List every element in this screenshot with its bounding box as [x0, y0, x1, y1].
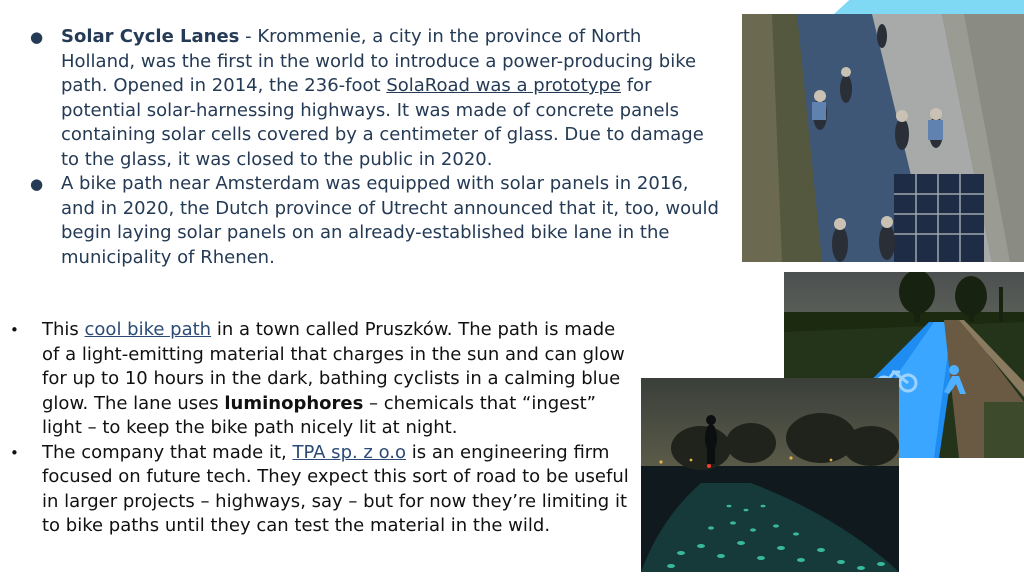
bullet: ●: [30, 28, 44, 46]
glowing-path-list: [10, 318, 635, 539]
item-title: Solar Cycle Lanes: [61, 26, 240, 47]
solar-lanes-list: [30, 25, 720, 270]
luminophores-term: luminophores: [224, 392, 364, 414]
list-item: ● Solar Cycle Lanes - Krommenie, a city in the province of North Holland, was the first in the world to introduce a power-producing bike path. Opened in 2014, the 236-foot SolaRoad was a prototype for potential solar-harnessing highways. It was made of concrete panels containing solar cells covered by a centimeter of glass. Due to damage to the glass, it was closed to the public in 2020.: [30, 26, 704, 170]
list-item: ● A bike path near Amsterdam was equipped with solar panels in 2016, and in 2020, the Dutch province of Utrecht announced that it, too, would begin laying solar panels on an already-established bike lane in the municipality of Rhenen.: [30, 173, 719, 268]
list-item: • The company that made it, TPA sp. z o.o is an engineering firm focused on future tech. They expect this sort of road to be useful in larger projects – highways, say – but for now they’re limiting it to bike paths until they can test the material in the wild.: [10, 441, 629, 536]
solaroad-cyclists-photo: [742, 14, 1024, 262]
bullet: •: [10, 321, 19, 339]
glowing-path-night-photo: [641, 378, 899, 572]
solaroad-link[interactable]: SolaRoad was a prototype: [386, 75, 621, 96]
bullet: •: [10, 443, 19, 462]
corner-accent-bar: [834, 0, 1024, 14]
cool-bike-path-link[interactable]: cool bike path: [84, 319, 212, 340]
list-item: • This cool bike path in a town called Pruszków. The path is made of a light-emitting material that charges in the sun and can glow for up to 10 hours in the dark, bathing cyclists in a calming blue glow. The lane uses luminophores – chemicals that “ingest” light – to keep the bike path nicely lit at night.: [10, 319, 625, 438]
tpa-link[interactable]: TPA sp. z o.o: [292, 441, 407, 463]
bullet: ●: [30, 175, 44, 193]
